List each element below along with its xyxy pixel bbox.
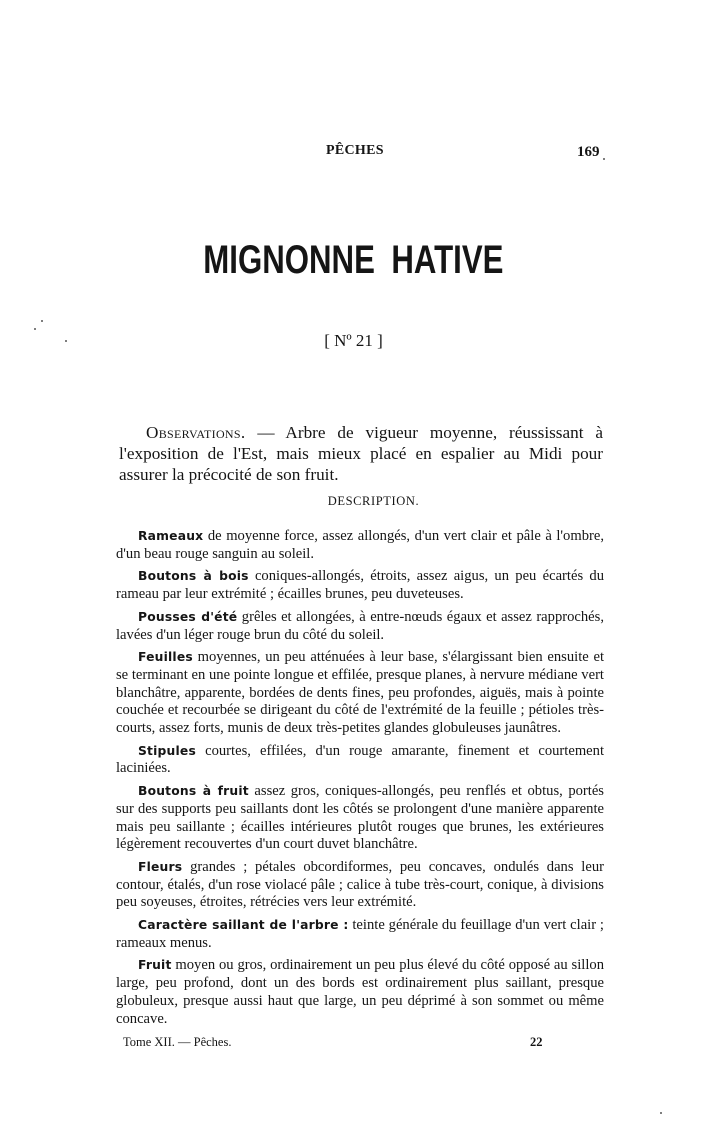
description-caractere-saillant — [116, 917, 604, 952]
desc-text: coniques-allongés, étroits, assez aigus, un peu écartés du rameau par leur extrémité ; écailles brunes, peu duveteuses. — [116, 568, 604, 603]
running-title: PÊCHES — [326, 143, 384, 158]
scan-speck — [603, 158, 605, 160]
scan-speck — [65, 340, 67, 342]
desc-term: Fleurs — [138, 859, 183, 874]
running-head — [0, 143, 707, 163]
description-pousses-d-ete — [116, 609, 604, 644]
description-heading: DESCRIPTION. — [327, 494, 420, 508]
desc-term: Pousses d'été — [138, 609, 238, 624]
description-fleurs — [116, 859, 604, 912]
observations-lead: Observations. — [146, 423, 246, 443]
desc-term: Boutons à fruit — [138, 784, 249, 799]
page-footer — [0, 1035, 707, 1055]
footer-signature: 22 — [530, 1035, 543, 1049]
variety-number: [ Nº 21 ] — [324, 331, 383, 350]
scan-speck — [41, 320, 43, 322]
desc-term: Stipules — [138, 743, 196, 758]
observations-paragraph — [119, 422, 603, 485]
description-boutons-a-fruit — [116, 783, 604, 854]
desc-text: moyennes, un peu atténuées à leur base, s'élargissant bien ensuite et se terminant en une pointe longue et effilée, presque planes, à nervure médiane vert blanchâtre, apparente, bordées de dents fines, peu profondes, aiguës, mais à pointe couchée et recourbée se dirigeant du côté de l'extrémité de la feuille ; pétioles très-courts, assez forts, munis de deux très-petites glandes globuleuses jaunâtres. — [116, 649, 604, 737]
desc-term: Fruit — [138, 958, 172, 973]
description-stipules — [116, 743, 604, 778]
desc-text: teinte générale du feuillage d'un vert clair ; rameaux menus. — [116, 917, 604, 951]
scan-speck — [34, 328, 36, 330]
page-title: MIGNONNE HATIVE — [203, 238, 504, 282]
desc-term: Feuilles — [138, 650, 193, 665]
page-number: 169 — [577, 144, 600, 160]
desc-term: Boutons à bois — [138, 569, 249, 584]
desc-text: grêles et allongées, à entre-nœuds égaux et assez rapprochés, lavées d'un léger rouge brun du côté du soleil. — [116, 608, 604, 643]
description-body — [116, 528, 604, 1033]
footer-volume: Tome XII. — Pêches. — [123, 1035, 232, 1049]
description-boutons-a-bois — [116, 568, 604, 603]
description-rameaux — [116, 528, 604, 563]
description-feuilles — [116, 649, 604, 738]
description-fruit — [116, 957, 604, 1028]
desc-text: de moyenne force, assez allongés, d'un vert clair et pâle à l'ombre, d'un beau rouge sanguin au soleil. — [116, 528, 604, 562]
observations-text: — Arbre de vigueur moyenne, réussissant à l'exposition de l'Est, mais mieux placé en espalier au Midi pour assurer la précocité de son fruit. — [119, 423, 603, 485]
desc-term: Rameaux — [138, 529, 204, 543]
desc-term: Caractère saillant de l'arbre : — [138, 918, 349, 933]
desc-text: grandes ; pétales obcordiformes, peu concaves, ondulés dans leur contour, étalés, d'un rose violacé pâle ; calice à tube très-court, conique, à divisions peu soyeuses, étroites, rétrécies vers leur extrémité. — [116, 858, 604, 911]
desc-text: courtes, effilées, d'un rouge amarante, finement et courtement laciniées. — [116, 742, 604, 777]
scan-speck — [660, 1112, 662, 1114]
desc-text: assez gros, coniques-allongés, peu renflés et obtus, portés sur des supports peu saillants dont les côtés se prolongent d'une manière apparente mais peu saillante ; écailles intérieures plutôt rouges que brunes, les extérieures légèrement recouvertes d'un court duvet blanchâtre. — [116, 783, 604, 853]
desc-text: moyen ou gros, ordinairement un peu plus élevé du côté opposé au sillon large, peu profond, dont un des bords est ordinairement plus saillant, presque globuleux, presque aussi haut que large, un peu déprimé à son sommet ou même concave. — [116, 957, 604, 1027]
